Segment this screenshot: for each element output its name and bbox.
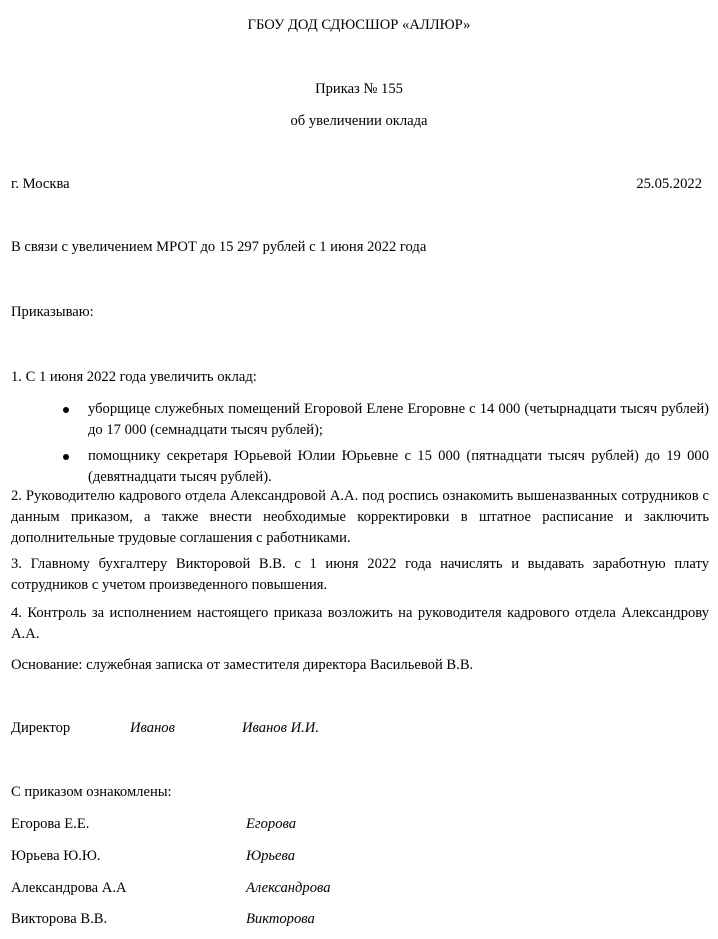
item-1: 1. С 1 июня 2022 года увеличить оклад: bbox=[11, 369, 257, 385]
director-signature: Иванов bbox=[130, 720, 175, 736]
ack-signature: Александрова bbox=[246, 880, 331, 896]
director-name: Иванов И.И. bbox=[242, 720, 319, 736]
order-date: 25.05.2022 bbox=[636, 176, 702, 192]
basis: Основание: служебная записка от заместителя директора Васильевой В.В. bbox=[11, 657, 474, 673]
list-item bbox=[60, 399, 709, 441]
ack-signature: Викторова bbox=[246, 911, 315, 927]
ack-signature: Юрьева bbox=[246, 848, 296, 864]
organization-title: ГБОУ ДОД СДЮСШОР «АЛЛЮР» bbox=[247, 17, 471, 33]
city: г. Москва bbox=[11, 176, 70, 192]
item-3: 3. Главному бухгалтеру Викторовой В.В. с 1 июня 2022 года начислять и выдавать заработную плату сотрудников с учетом произведенного повышения. bbox=[11, 556, 709, 593]
ack-name: Егорова Е.Е. bbox=[11, 816, 90, 832]
ack-signature: Егорова bbox=[246, 816, 297, 832]
bullet-text: помощнику секретаря Юрьевой Юлии Юрьевне с 15 000 (пятнадцати тысяч рублей) до 19 000 (девятнадцати тысяч рублей). bbox=[88, 448, 709, 485]
bullet-icon bbox=[63, 454, 69, 460]
bullet-icon bbox=[63, 407, 69, 413]
director-title: Директор bbox=[11, 720, 71, 736]
bullet-text: уборщице служебных помещений Егоровой Елене Егоровне с 14 000 (четырнадцати тысяч рублей) до 17 000 (семнадцати тысяч рублей); bbox=[88, 401, 709, 438]
acknowledged-heading: С приказом ознакомлены: bbox=[11, 784, 172, 800]
bullet-list bbox=[60, 399, 709, 493]
item-4: 4. Контроль за исполнением настоящего приказа возложить на руководителя кадрового отдела Александрову А.А. bbox=[11, 605, 709, 642]
list-item bbox=[60, 446, 709, 488]
ack-name: Викторова В.В. bbox=[11, 911, 108, 927]
order-word: Приказываю: bbox=[11, 304, 94, 320]
order-subject: об увеличении оклада bbox=[290, 113, 428, 129]
item-2: 2. Руководителю кадрового отдела Александровой А.А. под роспись ознакомить вышеназванных сотрудников с данным приказом, а также внести необходимые корректировки в штатное расписание и заключить дополнительные трудовые соглашения с работниками. bbox=[11, 488, 709, 546]
ack-name: Александрова А.А bbox=[11, 880, 127, 896]
ack-name: Юрьева Ю.Ю. bbox=[11, 848, 101, 864]
order-number: Приказ № 155 bbox=[315, 81, 403, 97]
preamble: В связи с увеличением МРОТ до 15 297 рублей с 1 июня 2022 года bbox=[11, 239, 427, 255]
